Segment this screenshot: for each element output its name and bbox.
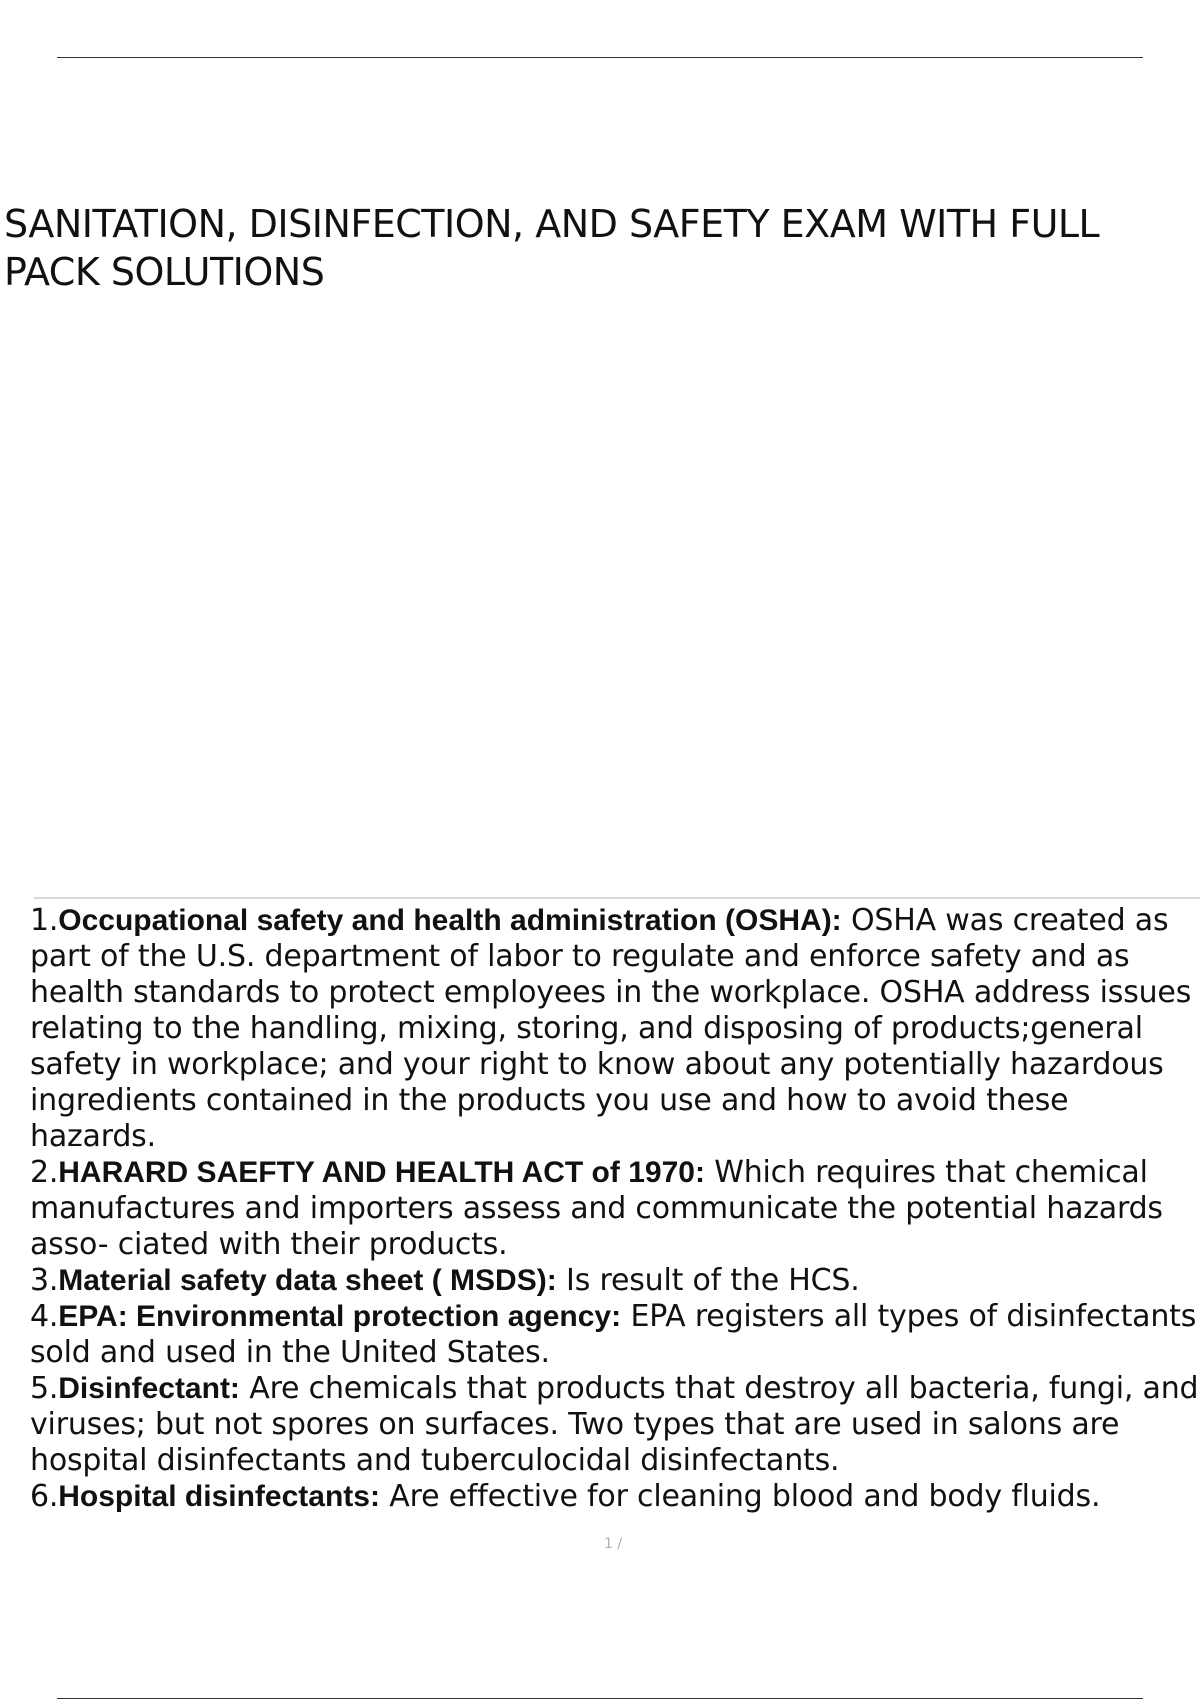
- page-number: 1 /: [604, 1536, 623, 1552]
- item-number: 4.: [30, 1299, 59, 1334]
- list-item: [30, 1479, 1200, 1515]
- item-term: HARARD SAEFTY AND HEALTH ACT of 1970:: [58, 1156, 705, 1189]
- list-item: [30, 1155, 1200, 1263]
- item-number: 5.: [30, 1371, 59, 1406]
- item-term: Material safety data sheet ( MSDS):: [58, 1264, 557, 1297]
- item-term: Disinfectant:: [58, 1372, 240, 1405]
- item-definition: Are effective for cleaning blood and body fluids.: [379, 1479, 1101, 1514]
- item-number: 2.: [30, 1155, 59, 1190]
- document-title: SANITATION, DISINFECTION, AND SAFETY EXAM WITH FULL PACK SOLUTIONS: [4, 202, 1100, 294]
- item-definition: OSHA was created as part of the U.S. department of labor to regulate and enforce safety and as health standards to protect employees in the workplace. OSHA address issues relating to the handling, mixing, storing, and disposing of products;general safety in workplace; and your right to know about any potentially hazardous ingredients contained in the products you use and how to avoid these hazards.: [30, 903, 1192, 1154]
- item-definition: Is result of the HCS.: [556, 1263, 860, 1298]
- item-definition: Which requires that chemical manufactures and importers assess and communicate the potential hazards asso- ciated with their products.: [30, 1155, 1163, 1262]
- section-divider: [34, 897, 1200, 899]
- item-number: 3.: [30, 1263, 59, 1298]
- list-item: [30, 903, 1200, 1155]
- list-item: [30, 1299, 1200, 1371]
- item-term: Hospital disinfectants:: [58, 1480, 380, 1513]
- item-term: EPA: Environmental protection agency:: [58, 1300, 622, 1333]
- list-item: [30, 1371, 1200, 1479]
- item-number: 1.: [30, 903, 59, 938]
- bottom-rule: [57, 1698, 1143, 1699]
- item-definition: EPA registers all types of disinfectants sold and used in the United States.: [30, 1299, 1197, 1370]
- top-rule: [57, 57, 1143, 58]
- item-number: 6.: [30, 1479, 59, 1514]
- item-definition: Are chemicals that products that destroy all bacteria, fungi, and viruses; but not spores on surfaces. Two types that are used in salons are hospital disinfectants and tuberculocidal disinfectants.: [30, 1371, 1199, 1478]
- list-item: [30, 1263, 1200, 1299]
- item-term: Occupational safety and health administration (OSHA):: [58, 904, 842, 937]
- question-list: [30, 903, 1200, 1515]
